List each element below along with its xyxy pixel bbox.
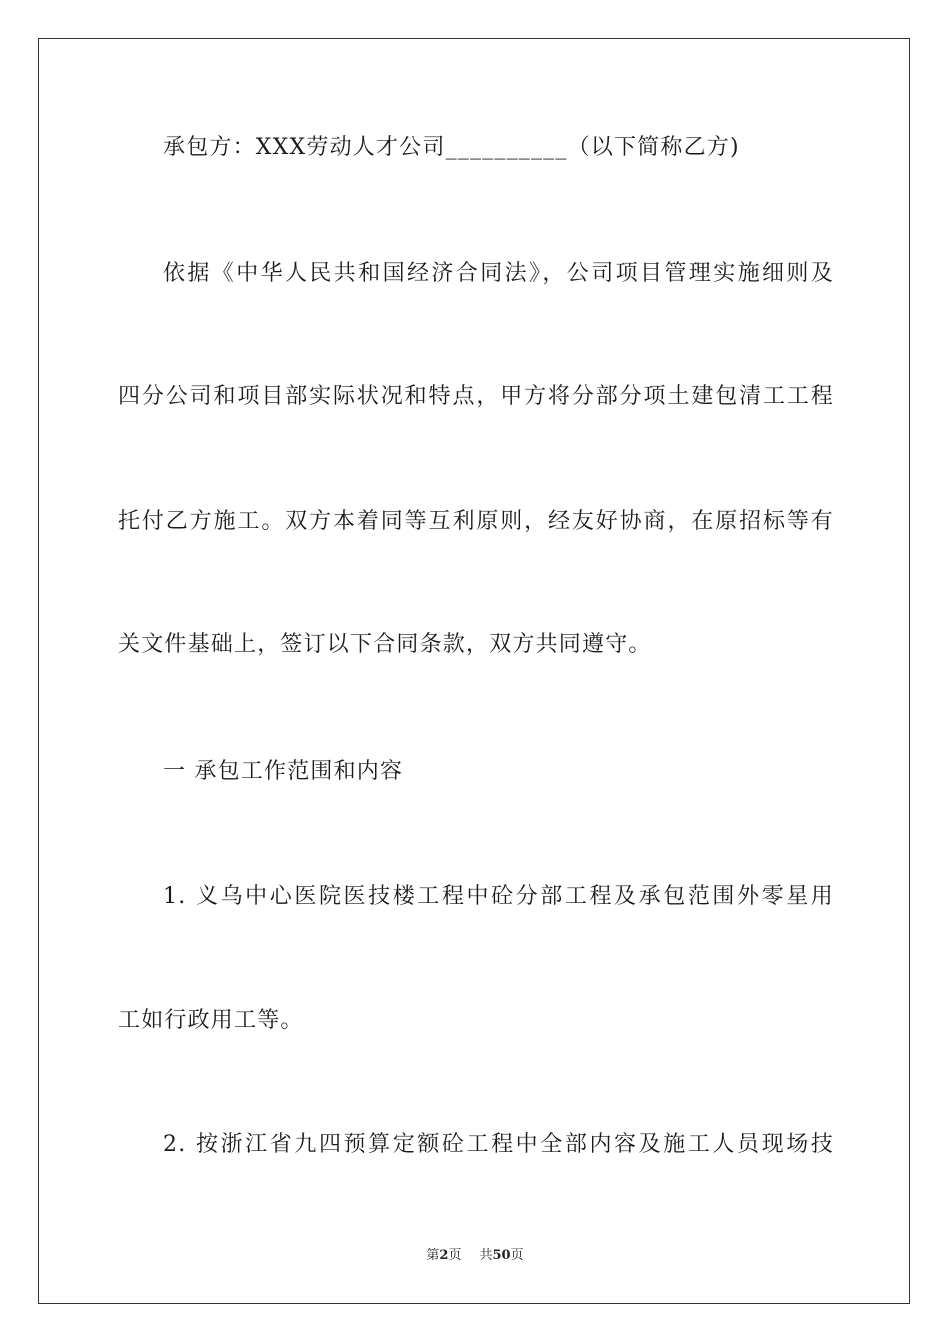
paragraph-line-2: 四分公司和项目部实际状况和特点，甲方将分部分项土建包清工工程 (118, 384, 834, 409)
page-footer (0, 1247, 950, 1265)
item-1-line-1: 1. 义乌中心医院医技楼工程中砼分部工程及承包范围外零星用 (163, 884, 834, 909)
total-pages: 50 (492, 1248, 511, 1263)
paragraph-line-3: 托付乙方施工。双方本着同等互利原则，经友好协商，在原招标等有 (118, 509, 834, 534)
paragraph-line-4: 关文件基础上，签订以下合同条款，双方共同遵守。 (118, 632, 652, 657)
item-2-line-1: 2. 按浙江省九四预算定额砼工程中全部内容及施工人员现场技 (163, 1132, 834, 1157)
paragraph-line-1: 依据《中华人民共和国经济合同法》，公司项目管理实施细则及 (163, 261, 834, 286)
section-heading: 一 承包工作范围和内容 (163, 759, 404, 784)
contractor-line: 承包方：XXX劳动人才公司__________（以下简称乙方) (163, 135, 740, 160)
total-prefix: 共 (479, 1248, 493, 1263)
page-number: 2 (439, 1248, 449, 1263)
page-prefix: 第 (426, 1248, 440, 1263)
item-1-line-2: 工如行政用工等。 (118, 1008, 304, 1033)
page-suffix: 页 (448, 1248, 462, 1263)
total-suffix: 页 (510, 1248, 524, 1263)
page-border (38, 38, 910, 1304)
